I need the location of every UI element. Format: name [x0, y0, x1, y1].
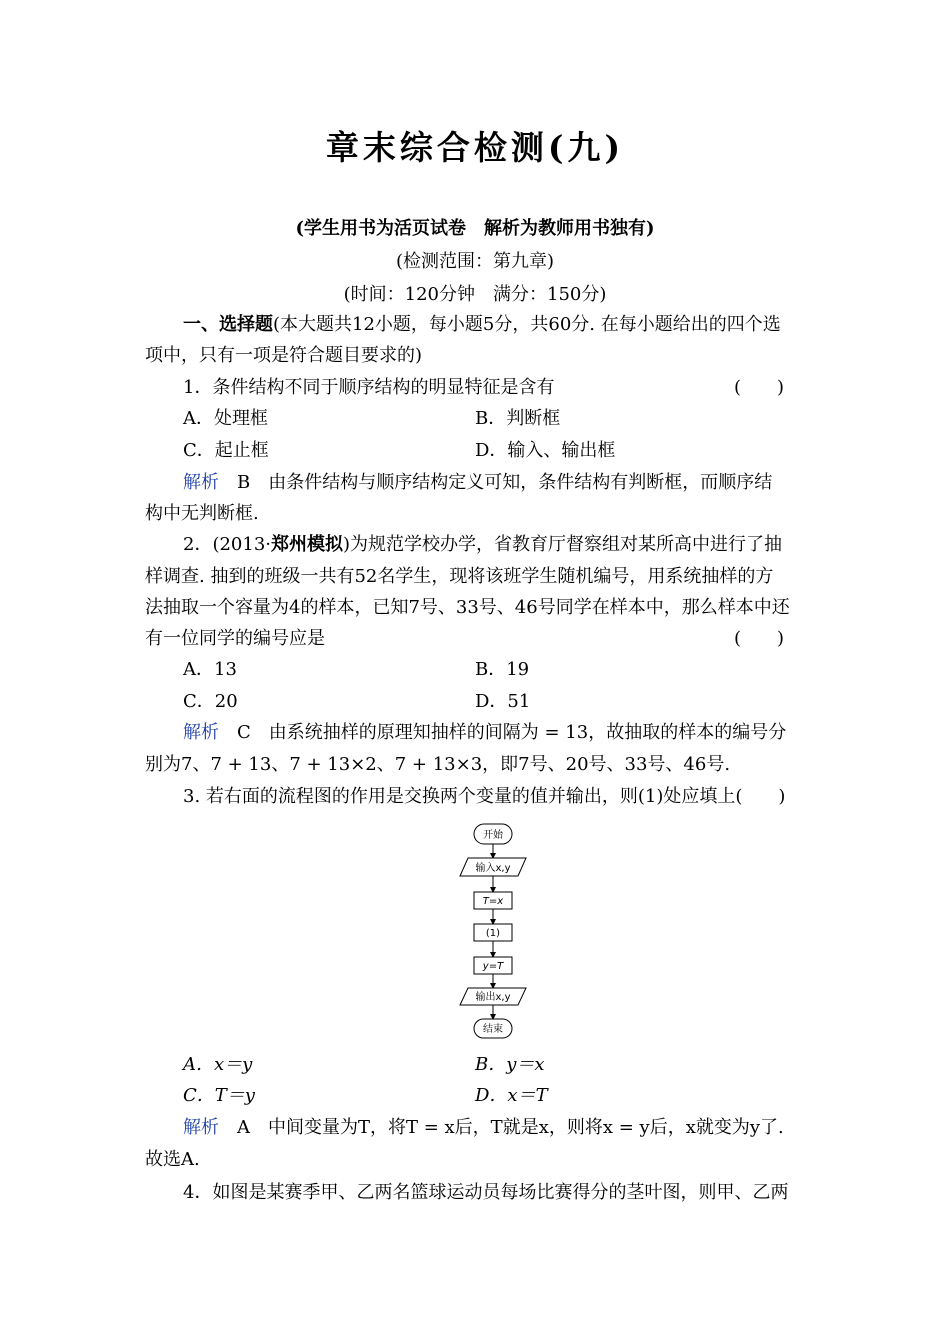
q1-analysis-text: B 由条件结构与顺序结构定义可知，条件结构有判断框，而顺序结 — [237, 472, 773, 493]
q2-analysis-line1 — [183, 718, 786, 748]
flow-step3-text: y=T — [482, 961, 504, 972]
flowchart — [430, 820, 540, 1040]
section1-heading: 一、选择题 — [183, 314, 273, 335]
q2-answer-paren: ( ) — [734, 628, 785, 649]
flow-start-text: 开始 — [483, 830, 503, 841]
scope-line: (检测范围：第九章) — [395, 251, 555, 272]
q2-option-d: D．51 — [475, 691, 531, 712]
q1-analysis-label: 解析 — [183, 472, 219, 493]
flow-output-text: 输出x,y — [475, 992, 511, 1003]
section1-line1 — [183, 310, 781, 340]
q1-option-a: A．处理框 — [183, 408, 268, 429]
q2-option-c: C．20 — [183, 691, 238, 712]
q1-answer-paren: ( ) — [734, 377, 785, 398]
q2-option-a: A．13 — [183, 659, 237, 680]
q2-stem-line4: 有一位同学的编号应是 — [145, 628, 325, 649]
q3-analysis-label: 解析 — [183, 1117, 219, 1138]
q3-analysis-line2: 故选A. — [145, 1149, 200, 1170]
q3-stem: 3. 若右面的流程图的作用是交换两个变量的值并输出，则(1)处应填上( ) — [183, 786, 786, 807]
q3-option-d: D．x＝T — [475, 1085, 548, 1106]
flow-step2-text: (1) — [485, 928, 501, 939]
q2-stem-text: )为规范学校办学，省教育厅督察组对某所高中进行了抽 — [343, 534, 783, 555]
q2-stem-line1 — [183, 530, 782, 560]
flow-end-text: 结束 — [483, 1024, 503, 1035]
q1-option-d: D．输入、输出框 — [475, 440, 616, 461]
q2-analysis-line2: 别为7、7 + 13、7 + 13×2、7 + 13×3，即7号、20号、33号、46号. — [145, 754, 731, 775]
q1-stem: 1．条件结构不同于顺序结构的明显特征是含有 — [183, 377, 555, 398]
q3-analysis-line1 — [183, 1113, 784, 1143]
q1-option-b: B．判断框 — [475, 408, 561, 429]
q2-stem-line3: 法抽取一个容量为4的样本，已知7号、33号、46号同学在样本中，那么样本中还 — [145, 597, 790, 618]
q2-stem-line2: 样调查. 抽到的班级一共有52名学生，现将该班学生随机编号，用系统抽样的方 — [145, 566, 774, 587]
q4-stem: 4．如图是某赛季甲、乙两名篮球运动员每场比赛得分的茎叶图，则甲、乙两 — [183, 1182, 789, 1203]
q2-analysis-text: C 由系统抽样的原理知抽样的间隔为 = 13，故抽取的样本的编号分 — [237, 722, 787, 743]
q2-analysis-label: 解析 — [183, 722, 219, 743]
flow-input-text: 输入x,y — [475, 863, 511, 874]
time-score-line: (时间：120分钟 满分：150分) — [343, 284, 607, 305]
section1-desc: (本大题共12小题，每小题5分，共60分. 在每小题给出的四个选 — [273, 314, 781, 335]
q3-option-a: A．x＝y — [183, 1054, 253, 1075]
section1-line2: 项中，只有一项是符合题目要求的) — [145, 345, 423, 366]
q2-source: 郑州模拟 — [271, 534, 344, 555]
q1-analysis-line2: 构中无判断框. — [145, 503, 259, 524]
q1-option-c: C．起止框 — [183, 440, 269, 461]
q2-number: 2．(2013· — [183, 534, 272, 555]
q3-analysis-text: A 中间变量为T，将T = x后，T就是x，则将x = y后，x就变为y了. — [237, 1117, 784, 1138]
subtitle: (学生用书为活页试卷 解析为教师用书独有) — [295, 218, 655, 239]
page-title: 章末综合检测(九) — [325, 128, 625, 167]
q3-option-c: C．T＝y — [183, 1085, 255, 1106]
q2-option-b: B．19 — [475, 659, 530, 680]
flow-step1-text: T=x — [482, 896, 504, 907]
q3-option-b: B．y＝x — [475, 1054, 545, 1075]
q1-analysis-line1 — [183, 468, 772, 498]
